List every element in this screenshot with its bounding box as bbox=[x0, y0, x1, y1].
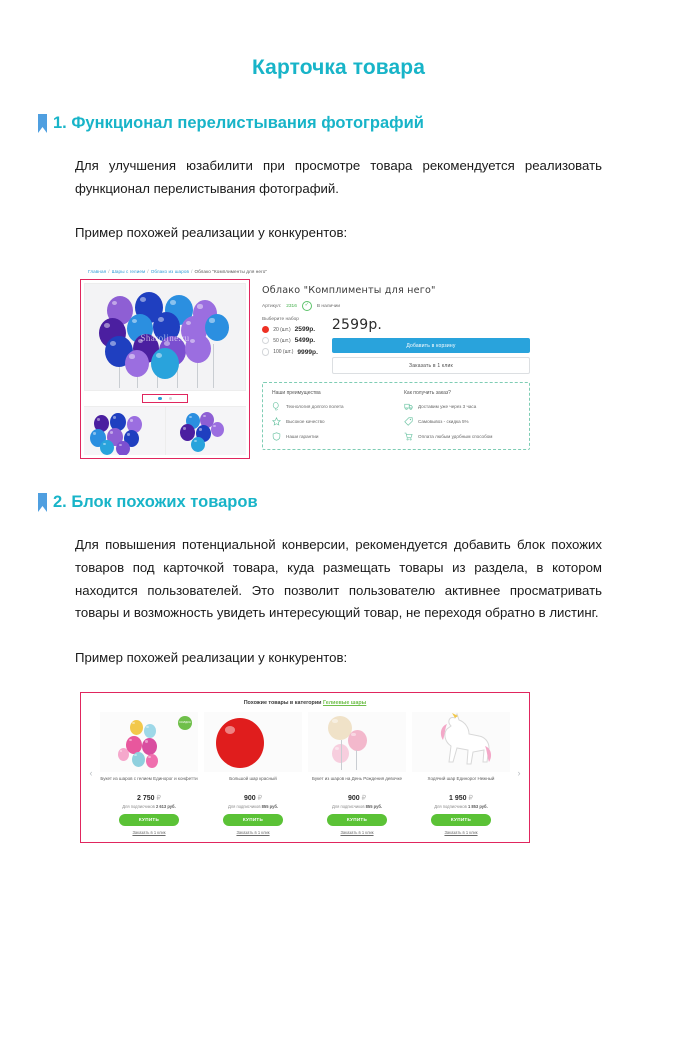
bookmark-icon bbox=[38, 114, 47, 133]
radio-icon[interactable] bbox=[262, 326, 269, 333]
gallery-dot-2[interactable] bbox=[169, 397, 172, 400]
product-name: Букет из шаров на День Рождения девочке bbox=[311, 775, 403, 781]
cart-icon bbox=[404, 432, 413, 441]
delivery-item bbox=[404, 402, 520, 411]
balloon-shape bbox=[125, 350, 149, 377]
product-price-value: 1 950 bbox=[449, 794, 467, 802]
bookmark-icon bbox=[38, 493, 47, 512]
unicorn-icon bbox=[412, 712, 510, 772]
advantage-item bbox=[272, 432, 388, 441]
section-heading-1 bbox=[38, 114, 677, 133]
product-price-value: 900 bbox=[347, 794, 360, 802]
breadcrumb bbox=[80, 265, 530, 279]
sku-label: Артикул: bbox=[262, 303, 282, 309]
buy-button[interactable]: КУПИТЬ bbox=[119, 814, 179, 826]
carousel-next-arrow[interactable]: › bbox=[517, 768, 521, 779]
subscriber-price bbox=[412, 804, 510, 809]
option-price: 9999р. bbox=[297, 348, 318, 356]
options-label: Выберите набор bbox=[262, 317, 299, 323]
subscriber-price-value: 2 613 руб. bbox=[155, 803, 176, 809]
advantage-text: Наши гарантии bbox=[286, 434, 319, 440]
shield-icon bbox=[272, 432, 281, 441]
similar-product-card[interactable] bbox=[409, 712, 513, 835]
stock-status: В наличии bbox=[316, 303, 341, 309]
option-qty: 100 (шт.) bbox=[273, 349, 294, 356]
advantage-text: Технология долгого полета bbox=[286, 404, 344, 410]
subscriber-price-value: 1 853 руб. bbox=[467, 803, 488, 809]
delivery-text: Оплата любым удобным способом bbox=[418, 434, 493, 440]
option-list bbox=[262, 317, 318, 374]
delivery-text: Самовывоз - скидка 5% bbox=[418, 419, 469, 425]
category-link[interactable]: Гелиевые шары bbox=[322, 699, 367, 706]
one-click-order-link[interactable]: Заказать в 1 клик bbox=[340, 829, 374, 835]
currency-symbol: ₽ bbox=[468, 794, 473, 802]
breadcrumb-item-helium[interactable]: Шары с гелием bbox=[111, 269, 146, 275]
carousel-prev-arrow[interactable]: ‹ bbox=[89, 768, 93, 779]
price-column bbox=[328, 317, 530, 374]
buy-button[interactable]: КУПИТЬ bbox=[223, 814, 283, 826]
currency-symbol: ₽ bbox=[257, 794, 263, 802]
similar-products-heading bbox=[83, 700, 527, 706]
buy-button[interactable]: КУПИТЬ bbox=[431, 814, 491, 826]
similar-products-heading-prefix: Похожие товары в категории bbox=[243, 699, 323, 706]
section-2-example-label: Пример похожей реализации у конкурентов: bbox=[75, 649, 348, 665]
delivery-item bbox=[404, 417, 520, 426]
advantage-item bbox=[272, 417, 388, 426]
product-name: Большой шар красный bbox=[229, 775, 277, 781]
one-click-order-link[interactable]: Заказать в 1 клик bbox=[236, 829, 270, 835]
similar-product-card[interactable] bbox=[97, 712, 201, 835]
product-info-column bbox=[250, 279, 530, 450]
buy-zone bbox=[262, 317, 530, 374]
advantage-item bbox=[272, 402, 388, 411]
subscriber-label: Для подписчиков bbox=[331, 803, 365, 809]
advantage-text: Высокое качество bbox=[286, 419, 325, 425]
product-price bbox=[100, 794, 198, 802]
main-price: 2599р. bbox=[331, 317, 383, 334]
advantages-column-left bbox=[272, 390, 388, 441]
gallery-thumbnail-2[interactable] bbox=[165, 407, 246, 455]
option-row[interactable] bbox=[262, 337, 318, 344]
gallery-dots-annotation bbox=[142, 394, 188, 403]
product-thumbnail[interactable] bbox=[308, 712, 406, 772]
option-row[interactable] bbox=[262, 326, 318, 333]
product-price bbox=[308, 794, 406, 802]
section-1-paragraph: Для улучшения юзабилити при просмотре товара рекомендуется реализовать функционал перелистывания фотографий. bbox=[75, 158, 602, 196]
section-heading-2-label: 2. Блок похожих товаров bbox=[53, 493, 258, 512]
page-title: Карточка товара bbox=[252, 56, 425, 79]
product-name: Ходячий шар Единорог Нежный bbox=[427, 775, 495, 781]
section-heading-1-label: 1. Функционал перелистывания фотографий bbox=[53, 114, 424, 133]
subscriber-price bbox=[204, 804, 302, 809]
check-icon: ✓ bbox=[302, 301, 312, 311]
advantages-heading: Наши преимущества bbox=[272, 390, 321, 397]
one-click-order-link[interactable]: Заказать в 1 клик bbox=[444, 829, 478, 835]
balloon-icon bbox=[272, 402, 281, 411]
product-price-value: 2 750 bbox=[137, 794, 155, 802]
product-price bbox=[412, 794, 510, 802]
breadcrumb-item-home[interactable]: Главная bbox=[88, 269, 107, 275]
sku-row bbox=[262, 301, 530, 311]
currency-symbol: ₽ bbox=[361, 794, 367, 802]
advantages-column-right bbox=[404, 390, 520, 441]
option-qty: 20 (шт.) bbox=[273, 326, 291, 333]
section-1-example-label: Пример похожей реализации у конкурентов: bbox=[75, 225, 348, 241]
similar-product-card[interactable] bbox=[201, 712, 305, 835]
gallery-thumbnails bbox=[84, 406, 246, 455]
watermark-text: Sharoline.ru bbox=[140, 332, 190, 343]
gallery-dot-1[interactable] bbox=[158, 397, 161, 400]
add-to-cart-button[interactable]: Добавить в корзину bbox=[332, 338, 530, 353]
product-thumbnail[interactable] bbox=[100, 712, 198, 772]
truck-icon bbox=[404, 402, 413, 411]
subscriber-label: Для подписчиков bbox=[434, 803, 467, 809]
buy-button[interactable]: КУПИТЬ bbox=[327, 814, 387, 826]
screenshot-product-card bbox=[80, 265, 530, 459]
option-price: 5499р. bbox=[294, 337, 316, 345]
similar-product-card[interactable] bbox=[305, 712, 409, 835]
option-price: 2599р. bbox=[294, 326, 316, 334]
product-title: Облако "Комплименты для него" bbox=[262, 285, 436, 297]
currency-symbol: ₽ bbox=[156, 794, 161, 802]
breadcrumb-separator: / bbox=[191, 269, 193, 275]
product-hero-image[interactable] bbox=[84, 283, 246, 391]
gallery-thumbnail-1[interactable] bbox=[84, 407, 165, 455]
radio-icon[interactable] bbox=[262, 337, 269, 344]
screenshot-similar-products bbox=[80, 692, 530, 843]
breadcrumb-item-cloud[interactable]: Облако из шаров bbox=[150, 269, 190, 275]
delivery-item bbox=[404, 432, 520, 441]
subscriber-label: Для подписчиков bbox=[122, 803, 155, 809]
product-price bbox=[204, 794, 302, 802]
tag-icon bbox=[404, 417, 413, 426]
subscriber-label: Для подписчиков bbox=[227, 803, 261, 809]
subscriber-price-value: 855 руб. bbox=[261, 803, 279, 809]
one-click-order-link[interactable]: Заказать в 1 клик bbox=[132, 829, 166, 835]
similar-products-row bbox=[83, 712, 527, 835]
subscriber-price-value: 855 руб. bbox=[365, 803, 383, 809]
section-heading-2 bbox=[38, 493, 677, 512]
sku-value: 2316 bbox=[286, 303, 297, 309]
product-price-value: 900 bbox=[243, 794, 256, 802]
delivery-text: Доставим уже через 3 часа bbox=[418, 404, 477, 410]
section-2-paragraph: Для повышения потенциальной конверсии, рекомендуется добавить блок похожих товаров под карточкой товара, куда размещать товары из раздела, в котором находится пользователей. Это позволит пользователю активнее просматривать товары и возможность увидеть интересующий товар, не переходя обратно в листинг. bbox=[75, 537, 602, 621]
subscriber-price bbox=[308, 804, 406, 809]
document-page bbox=[0, 56, 677, 1053]
discount-badge: СКИДКА bbox=[178, 716, 192, 730]
one-click-order-button[interactable]: Заказать в 1 клик bbox=[332, 357, 530, 374]
product-thumbnail[interactable] bbox=[412, 712, 510, 772]
product-thumbnail[interactable] bbox=[204, 712, 302, 772]
advantages-box bbox=[262, 382, 530, 450]
product-card-body bbox=[80, 279, 530, 459]
product-name: Букет из шаров с гелием Единорог и конфетти bbox=[100, 775, 198, 781]
option-qty: 50 (шт.) bbox=[273, 337, 291, 344]
subscriber-price bbox=[100, 804, 198, 809]
star-icon bbox=[272, 417, 281, 426]
radio-icon[interactable] bbox=[262, 348, 269, 355]
breadcrumb-current: Облако "Комплименты для него" bbox=[194, 269, 268, 275]
balloon-shape bbox=[151, 348, 179, 379]
breadcrumb-separator: / bbox=[108, 269, 110, 275]
option-row[interactable] bbox=[262, 348, 318, 355]
delivery-heading: Как получить заказ? bbox=[404, 390, 451, 397]
breadcrumb-separator: / bbox=[147, 269, 149, 275]
gallery-annotation-frame bbox=[80, 279, 250, 459]
